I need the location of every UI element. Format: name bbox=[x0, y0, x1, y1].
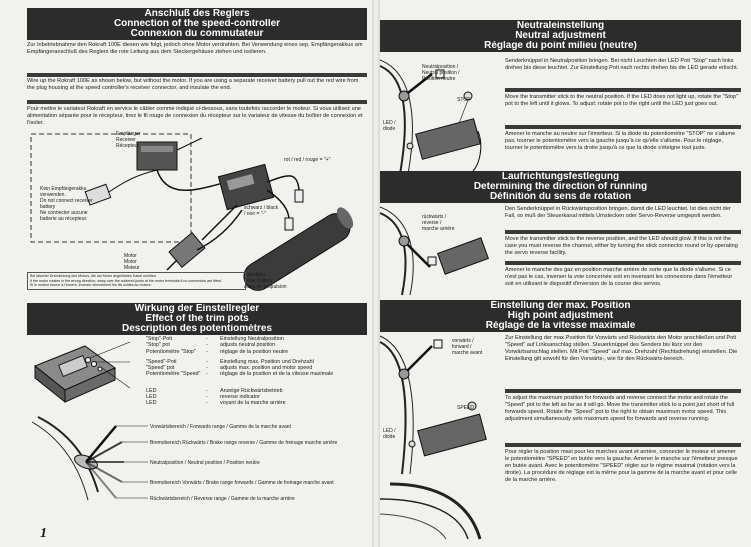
divider bbox=[505, 88, 741, 92]
divider bbox=[505, 443, 741, 447]
high-point-title-fr: Réglage de la vitesse maximale bbox=[485, 321, 636, 331]
divider bbox=[505, 261, 741, 265]
direction-text-en: Move the transmitter stick to the reverse position, and the LED should glow. If this is not the case you must reverse the channel, either by turning the stick connector round or by operating the servo reverse facility. bbox=[505, 236, 738, 256]
red-wire-label: rot / red / rouge = "+" bbox=[284, 157, 331, 163]
connection-text-de: Zur Inbetriebnahme den Rokraft 100E diesen wie folgt, jedoch ohne Motor verdrahten. Bei Verwendung eines sep. Empfängerakkus am Empfängeranschluß des Reglers die rote Leitung aus dem Steckergehäuse ziehen und isolieren. bbox=[27, 42, 363, 55]
connection-title-banner bbox=[27, 8, 367, 40]
connection-title-en: Connection of the speed-controller bbox=[113, 19, 281, 29]
neutral-text-en: Move the transmitter stick to the neutral position. If the LED does not light up, rotate the "Stop" pot to the left until it glows. To adjust: rotate pot to the right until the LED just goes out. bbox=[505, 94, 739, 107]
direction-title-en: Determining the direction of running bbox=[473, 182, 648, 192]
direction-title-banner bbox=[380, 171, 741, 203]
motor-notes-box: Bei falscher Drehrichtung des Motors, die am Motor angelöteten Kabel umlöten. If the motor rotates in the wrong direction, swap over the soldered joints at the motor terminals if no connectors are fitted. Si le moteur tourne à l'envers, inverser directement les fils soldés au moteur. bbox=[27, 272, 246, 290]
neutral-title-fr: Réglage du point milieu (neutre) bbox=[484, 41, 637, 51]
divider bbox=[505, 389, 741, 393]
stick-range-diagram bbox=[28, 412, 148, 507]
speed-controller-illustration bbox=[30, 338, 120, 408]
forward-side-label: vorwärts / forward / marche avant bbox=[452, 338, 483, 356]
range-neutral: Neutralposition / Neutral position / Position neutre bbox=[150, 460, 260, 466]
direction-title-de: Laufrichtungsfestlegung bbox=[501, 172, 620, 182]
neutral-text-fr: Amener le manche au neutre sur l'émetteur. Si la diode du potentiomètre "STOP" ne s'allume pas, tourner le potentiomètre vers la gauche jusqu'à ce qu'elle s'allume. Pour le réglage, tourner le potentiomètre vers la droite jusqu'à ce que la diode s'éteigne tout juste. bbox=[505, 131, 736, 151]
connection-title-de: Anschluß des Reglers bbox=[144, 9, 250, 19]
neutral-title-de: Neutraleinstellung bbox=[516, 21, 605, 31]
range-brake-reverse: Bremsbereich Rückwärts / Brake range reverse / Gamme de freinage marche arrière bbox=[150, 440, 338, 446]
direction-title-fr: Définition du sens de rotation bbox=[489, 192, 632, 202]
trim-title-en: Effect of the trim pots bbox=[145, 314, 249, 324]
high-point-text-fr: Pour régler la position maxi pour les marches avant et arrière, connecter le moteur et amener le potentiomètre "SPEED" en butée vers la gauche. Amener le manche sur l'émetteur presque en butée avant. Avec le potentiomètre "SPEED" régler sur le régime maximal (rotation vers la droite). La procédure de réglage est la même pour la gamme de la marche avant et pour celle de la marche arrière. bbox=[505, 449, 738, 483]
connection-text-en: Wire up the Rokraft 100E as shown below, but without the motor. If you are using a separate receiver battery pull out the red wire from the plug housing at the speed controller's receiver connector, and insulate the end. bbox=[27, 78, 359, 91]
divider bbox=[27, 73, 367, 77]
drive-battery-label: Fahrakku Drive battery Accu de propulsion bbox=[244, 272, 287, 290]
range-forwards: Vorwärtsbereich / Forwards range / Gamme de la marche avant bbox=[150, 424, 291, 430]
trim-title-fr: Description des potentiomètres bbox=[121, 324, 273, 334]
table-row: "Speed"-Poti "Speed" pot Potentiomètre "Speed" - - - Einstellung max. Position und Drehzahl adjusts max. position and motor speed réglage de la position et de la vitesse maximale bbox=[146, 358, 334, 378]
led-label: LED / diode bbox=[383, 428, 396, 440]
high-point-title-banner bbox=[380, 300, 741, 332]
transmitter-forward-illustration bbox=[380, 334, 495, 539]
trim-title-de: Wirkung der Einstellregler bbox=[134, 304, 260, 314]
page-number: 1 bbox=[40, 526, 47, 541]
range-brake-forwards: Bremsbereich Vorwärts / Brake range forwards / Gamme de freinage marche avant bbox=[150, 480, 334, 486]
left-page bbox=[0, 0, 372, 547]
motor-label: Motor Motor Moteur bbox=[124, 253, 140, 271]
trim-title-banner bbox=[27, 303, 367, 335]
trim-pot-table bbox=[146, 336, 370, 407]
reverse-side-label: rückwärts / reverse / marche arrière bbox=[422, 214, 455, 232]
neutral-title-banner bbox=[380, 20, 741, 52]
range-reverse: Rückwärtsbereich / Reverse range / Gamme de la marche arrière bbox=[150, 496, 295, 502]
high-point-title-en: High point adjustment bbox=[507, 311, 614, 321]
right-page bbox=[380, 0, 751, 547]
divider bbox=[27, 100, 367, 104]
page-gutter bbox=[372, 0, 380, 547]
high-point-text-en: To adjust the maximum position for forwards and reverse connect the motor and rotate the "Speed" pot to the left as far as it will go. Move the transmitter stick to a point just short of full forwards speed. Rotate the "Speed" pot to the right to obtain maximum motor speed. This adjustment simultaneously sets maximum speed for forwards and reverse running. bbox=[505, 395, 735, 422]
neutral-side-label: Neutralposition / Neutral position / Position neutre bbox=[422, 64, 460, 82]
led-label: LED / diode bbox=[383, 120, 396, 132]
black-wire-label: schwarz / black / noir = "-" bbox=[244, 205, 279, 217]
connection-title-fr: Connexion du commutateur bbox=[130, 29, 264, 39]
direction-text-fr: Amener le manche des gaz en position marche arrière de sorte que la diode s'allume. Si ce n'est pas le cas, inverser la voie concernée soit en inversant les connexions dans l'émetteur soit en utilisant le dispositif d'inversion de la course des servos. bbox=[505, 267, 733, 287]
receiver-label: Empfänger Receiver Récepteur bbox=[116, 131, 141, 149]
table-row: "Stop"-Poti "Stop" pot Potentiomètre "Stop" - - - Einstellung Neutralposition adjusts neutral position réglage de la position neutre bbox=[146, 336, 289, 355]
direction-text-de: Den Senderknüppel in Rückwärtsposition bringen, damit die LED leuchtet. Ist dies nicht der Fall, so muß der Steuerkanal mittels Umstecken oder Servo-Reverse umgepolt werden. bbox=[505, 206, 731, 219]
stop-label: STOP bbox=[457, 97, 471, 103]
neutral-text-de: Senderknüppel in Neutralposition bringen. Bei nicht Leuchten der LED Poti "Stop" nach links drehen bis diese leuchtet. Zur Einstellung Poti nach rechts drehen bis die LED gerade erlischt. bbox=[505, 58, 739, 71]
high-point-text-de: Zur Einstellung der max.Position für Vorwärts und Rückwärts den Motor anschließen und Poti "Speed" auf Linksanschlag stellen. Steuerknüppel des Senders bis kurz vor den Vorwärtsanschlag stellen. Mit Poti "Speed" auf max. Drehzahl (Rechtsdrehung) einstellen. Die Einstellung gilt sowohl für den Vorwärts-, wie für den Rückwärts-bereich. bbox=[505, 335, 738, 362]
neutral-title-en: Neutral adjustment bbox=[515, 31, 606, 41]
speed-label: SPEED bbox=[457, 405, 474, 411]
table-row: LED LED LED - - - Anzeige Rückwärtsbetrieb reverse indicator voyant de la marche arrière bbox=[146, 387, 286, 407]
connection-text-fr: Pour mettre le variateur Rokraft en service le câbler comme indiqué ci-dessous, sans toutefois raccorder le moteur. Si vous utilisez une alimentation séparée pour le récepteur, tirez le fil rouge de connexion du récepteur sur le variateur de vitesse du boîtier de connexion et l'isoler. bbox=[27, 106, 363, 126]
divider bbox=[505, 230, 741, 234]
high-point-title-de: Einstellung der max. Position bbox=[490, 301, 631, 311]
no-receiver-battery-label: Kein Empfängerakku verwenden. Do not connect receiver battery Ne connecter aucune batterie au récepteur. bbox=[40, 186, 93, 222]
divider bbox=[505, 125, 741, 129]
